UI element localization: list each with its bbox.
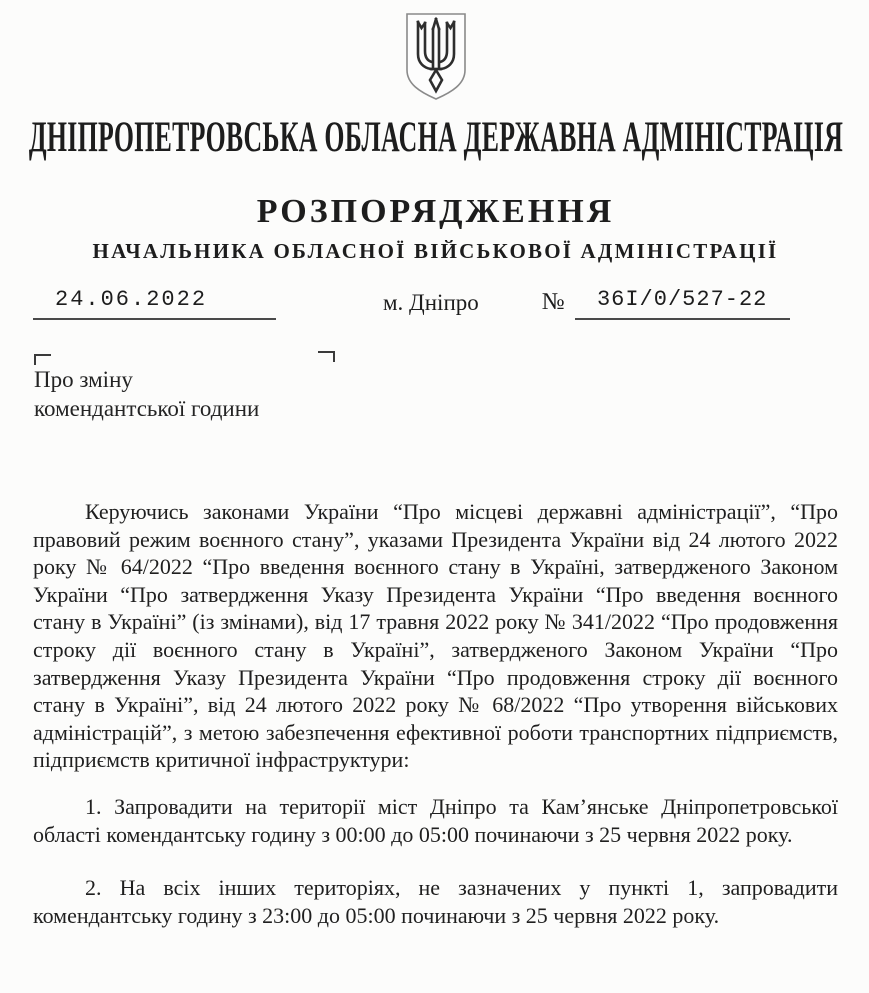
number-value: 36І/0/527-22: [575, 287, 790, 320]
number-field: [542, 287, 790, 320]
registration-corner-right-icon: [318, 351, 335, 362]
organization-name-text: ДНІПРОПЕТРОВСЬКА ОБЛАСНА ДЕРЖАВНА АДМІНІСТРАЦІЯ: [28, 114, 843, 161]
subject-line-1: Про зміну: [34, 367, 133, 392]
subject-block: [33, 352, 838, 428]
registration-corner-left-icon: [34, 354, 51, 365]
reference-row: [33, 286, 838, 320]
date-field: 24.06.2022: [33, 287, 276, 320]
document-subtitle: НАЧАЛЬНИКА ОБЛАСНОЇ ВІЙСЬКОВОЇ АДМІНІСТРАЦІЇ: [92, 239, 779, 263]
subject-line-2: комендантської години: [34, 396, 260, 421]
emblem-container: [33, 12, 838, 102]
subject-text: [34, 365, 259, 423]
paragraph-preamble: Керуючись законами України “Про місцеві державні адміністрації”, “Про правовий режим воєнного стану”, указами Президента України від 24 лютого 2022 року № 64/2022 “Про введення воєнного стану в Україні, затвердженого Законом України “Про затвердження Указу Президента України “Про введення воєнного стану в Україні” (із змінами), від 17 травня 2022 року № 341/2022 “Про продовження строку дії воєнного стану в Україні”, затвердженого Законом України “Про затвердження Указу Президента України “Про продовження строку дії воєнного стану в Україні”, від 24 лютого 2022 року № 68/2022 “Про утворення військових адміністрацій”, з метою забезпечення ефективної роботи транспортних підприємств, підприємств критичної інфраструктури:: [33, 499, 838, 773]
paragraph-point-2: 2. На всіх інших територіях, не зазначених у пункті 1, запровадити комендантську годину з 23:00 до 05:00 починаючи з 25 червня 2022 року.: [33, 875, 838, 928]
ukraine-trident-emblem: [404, 12, 468, 102]
document-body: [33, 498, 838, 929]
place-field: м. Дніпро: [383, 290, 479, 315]
paragraph-point-1: 1. Запровадити на території міст Дніпро та Кам’янське Дніпропетровської області комендантську годину з 00:00 до 05:00 починаючи з 25 червня 2022 року.: [33, 793, 838, 847]
document-type-title: РОЗПОРЯДЖЕННЯ: [256, 193, 615, 230]
number-sign: №: [541, 289, 565, 315]
organization-name: [28, 114, 843, 161]
